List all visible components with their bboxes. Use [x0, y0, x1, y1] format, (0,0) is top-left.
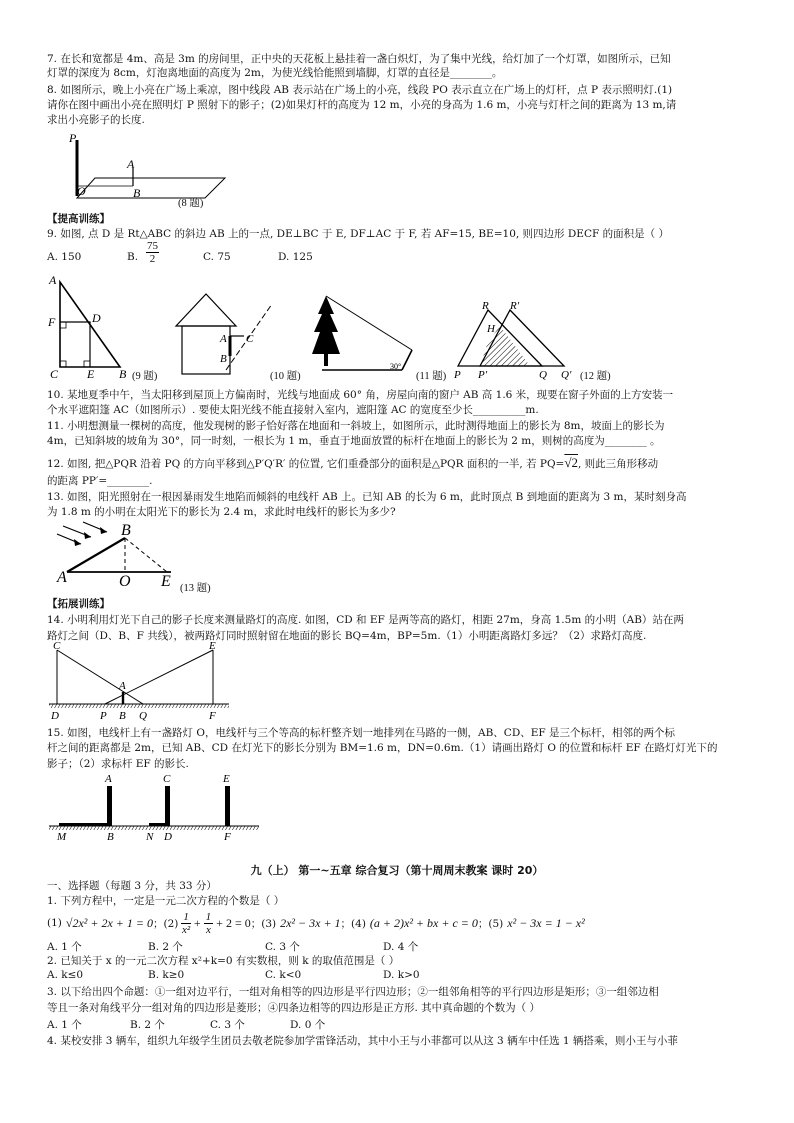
mc3-line2: 等且一条对角线平分一组对角的四边形是菱形；④四条边相等的四边形是正方形. 其中真命题的个数为（ ）	[47, 1002, 541, 1014]
fig12-label-p-prime: P′	[478, 369, 488, 380]
fig8-label-b: B	[133, 186, 141, 200]
fig15-label-f: F	[224, 831, 231, 842]
fig10	[168, 290, 280, 380]
fig14-label-q: Q	[139, 710, 147, 722]
q9-fraction-num: 75	[147, 240, 158, 252]
q12-line1b: , 则此三角形移动	[578, 458, 659, 470]
fig15-label-b: B	[107, 831, 114, 842]
fig11-tree	[312, 296, 340, 354]
q14-line1: 14. 小明利用灯光下自己的影子长度来测量路灯的高度. 如图，CD 和 EF 是两等高的路灯，相距 27m，身高 1.5m 的小明（AB）站在两	[47, 614, 684, 626]
part1-heading: 一、选择题（每题 3 分，共 33 分）	[47, 880, 217, 892]
review-title: 九（上） 第一~五章 综合复习（第十周周末教案 课时 20）	[250, 864, 544, 877]
q15-line3: 影子；（2）求标杆 EF 的影长.	[47, 758, 189, 770]
mc1-e1: √2x² + 2x + 1 = 0	[65, 915, 154, 930]
mc1-equations: (1) √2x² + 2x + 1 = 0 ；(2) 1 x² + $\frac{1}{x}$ + 2 = 0 ；(3) 2x² − 3x + 1 ；(4) (a + 2)x² + bx + c = 0 ；(5) x² − 3x = 1 − x²	[47, 910, 585, 936]
fig8-label-a: A	[127, 157, 135, 171]
fig11-angle-label: 30°	[390, 362, 402, 371]
section-improve: 【提高训练】	[47, 213, 110, 225]
fig9-label-a: A	[49, 273, 57, 287]
fig11-caption: (11 题)	[416, 371, 447, 382]
fig10-label-c: C	[246, 333, 254, 345]
mc1-e3: 2x² − 3x + 1	[280, 915, 341, 930]
mc1-e2-pre: ；(2)	[153, 917, 179, 930]
mc1-option-a[interactable]: A. 1 个	[47, 941, 82, 953]
mc1-option-c[interactable]: C. 3 个	[265, 941, 300, 953]
mc3-option-b[interactable]: B. 2 个	[130, 1019, 165, 1031]
fig13-label-o: O	[119, 573, 131, 586]
mc1-e2-n1: 1	[183, 910, 189, 923]
q9-option-d[interactable]: D. 125	[278, 251, 313, 263]
fig14-label-c: C	[53, 640, 61, 652]
mc2-option-b[interactable]: B. k≥0	[148, 969, 185, 981]
fig14	[45, 640, 235, 722]
q12-line1a: 12. 如图, 把△PQR 沿着 PQ 的方向平移到△P′Q′R′ 的位置, 它们重叠部分的面积是△PQR 面积的一半, 若 PQ=	[47, 458, 565, 470]
mc1-e4: (a + 2)x² + bx + c = 0	[369, 915, 478, 930]
q8-line2: 请你在图中画出小亮在照明灯 P 照射下的影子；(2)如果灯杆的高度为 12 m，小亮的身高为 1.6 m，小亮与灯杆之间的距离为 13 m,请	[47, 99, 677, 111]
fig15-label-e: E	[223, 773, 230, 785]
fig15-label-n: N	[146, 831, 154, 842]
mc1-e2-frac1	[181, 911, 191, 936]
fig8-label-p: P	[69, 131, 77, 145]
fig15-pole-ab	[107, 786, 112, 826]
q11-line1: 11. 小明想测量一棵树的高度，他发现树的影子恰好落在地面和一斜坡上，如图所示，此时测得地面上的影长为 8m，坡面上的影长为	[47, 420, 665, 432]
fig12-label-q: Q	[539, 369, 547, 380]
q13-caption: (13 题)	[180, 583, 211, 594]
q9-stem: 9. 如图, 点 D 是 Rt△ABC 的斜边 AB 上的一点, DE⊥BC 于 E, DF⊥AC 于 F, 若 AF=15, BE=10, 则四边形 DECF 的面积是（ ）	[47, 228, 669, 240]
fig12	[450, 298, 580, 380]
mc3-option-a[interactable]: A. 1 个	[47, 1019, 82, 1031]
fig13-label-b: B	[121, 522, 131, 539]
fig13-label-e: E	[161, 573, 171, 586]
mc2-option-d[interactable]: D. k>0	[383, 969, 420, 981]
mc2-option-c[interactable]: C. k<0	[265, 969, 302, 981]
fig12-label-h: H	[487, 323, 495, 335]
fig14-label-a: A	[119, 680, 126, 692]
fig10-label-b: B	[220, 353, 227, 365]
mc1-e5-pre: ；(5)	[477, 917, 504, 930]
fig9-label-d: D	[92, 311, 101, 325]
q10-line1: 10. 某地夏季中午，当太阳移到屋顶上方偏南时，光线与地面成 60° 角，房屋向南的窗户 AB 高 1.6 米，现要在窗子外面的上方安装一	[47, 389, 674, 401]
mc3-option-d[interactable]: D. 0 个	[290, 1019, 326, 1031]
q15-line2: 杆之间的距离都是 2m，已知 AB、CD 在灯光下的影长分别为 BM=1.6 m，DN=0.6m.（1）请画出路灯 O 的位置和标杆 EF 在路灯灯光下的	[47, 742, 718, 754]
fig13-label-a: A	[57, 569, 67, 586]
fig15	[45, 770, 265, 842]
mc1-e3-pre: ；(3)	[250, 917, 277, 930]
fig15-label-c: C	[163, 773, 171, 785]
q7-line1: 7. 在长和宽都是 4m、高是 3m 的房间里，正中央的天花板上悬挂着一盏白炽灯，为了集中光线，给灯加了一个灯罩，如图所示，已知	[47, 53, 671, 65]
fig9-label-f: F	[48, 315, 56, 329]
mc1-e5: x² − 3x = 1 − x²	[507, 915, 585, 930]
fig8	[55, 128, 230, 210]
q13-line2: 为 1.8 m 的小明在太阳光下的影长为 2.4 m，求此时电线杆的影长为多少?	[47, 506, 396, 518]
fig9-caption: (9 题)	[132, 371, 158, 382]
fig15-pole-cd	[165, 786, 170, 826]
fig9-label-c: C	[50, 367, 59, 380]
fig12-label-p: P	[454, 369, 461, 380]
q15-line1: 15. 如图，电线杆上有一盏路灯 O，电线杆与三个等高的标杆整齐划一地排列在马路的一侧，AB、CD、EF 是三个标杆，相邻的两个标	[47, 727, 676, 739]
mc1-e2-d1: x²	[182, 923, 191, 936]
q9-option-a[interactable]: A. 150	[47, 251, 82, 263]
mc3-line1: 3. 以下给出四个命题：①一组对边平行，一组对角相等的四边形是平行四边形；②一组邻角相等的平行四边形是矩形；③一组邻边相	[47, 986, 659, 998]
mc2-option-a[interactable]: A. k≤0	[47, 969, 84, 981]
fig14-label-f: F	[209, 710, 216, 722]
mc1-stem: 1. 下列方程中，一定是一元二次方程的个数是（ ）	[47, 895, 285, 907]
fig9-label-e: E	[87, 367, 95, 380]
fig9-label-b: B	[119, 367, 127, 380]
mc1-e4-pre: ；(4)	[340, 917, 366, 930]
section-expand: 【拓展训练】	[47, 598, 110, 610]
q9-option-b-fraction	[146, 240, 159, 265]
fig12-label-r: R	[482, 300, 489, 312]
q12-line1	[47, 456, 752, 471]
q8-line1: 8. 如图所示，晚上小亮在广场上乘凉，图中线段 AB 表示站在广场上的小亮，线段 PO 表示直立在广场上的灯杆，点 P 表示照明灯.(1)	[47, 84, 673, 96]
mc1-option-d[interactable]: D. 4 个	[383, 941, 419, 953]
mc1-option-b[interactable]: B. 2 个	[148, 941, 183, 953]
mc1-e2-tail: + 2 = 0	[216, 915, 251, 930]
fig15-pole-ef	[225, 786, 230, 826]
fig11	[312, 292, 420, 380]
q7-line2: 灯罩的深度为 8cm，灯泡离地面的高度为 2m，为使光线恰能照到墙脚，灯罩的直径是________。	[47, 67, 503, 79]
q8-caption: (8 题)	[178, 198, 204, 209]
mc4-line1: 4. 某校安排 3 辆车，组织九年级学生团员去敬老院参加学雷锋活动，其中小王与小菲都可以从这 3 辆车中任选 1 辆搭乘，则小王与小菲	[47, 1035, 678, 1047]
fig9	[45, 272, 140, 380]
fig12-label-q-prime: Q′	[561, 369, 572, 380]
q10-line2: 个水平遮阳篷 AC（如图所示）. 要使太阳光线不能直接射入室内，遮阳篷 AC 的宽度至少长__________m.	[47, 404, 539, 416]
fig15-label-d: D	[164, 831, 172, 842]
fig8-label-o: O	[77, 184, 86, 198]
mc1-e2-d2: x	[205, 923, 211, 936]
q9-option-b[interactable]: B.	[127, 251, 139, 263]
q8-line3: 求出小亮影子的长度.	[47, 114, 145, 126]
q12-line2: 的距离 PP′=________.	[47, 475, 153, 487]
fig15-label-m: M	[57, 831, 67, 842]
fig14-label-d: D	[51, 710, 59, 722]
fig14-label-b: B	[119, 710, 126, 722]
mc2-stem: 2. 已知关于 x 的一元二次方程 x²+k=0 有实数根，则 k 的取值范围是（ ）	[47, 955, 400, 967]
fig14-label-p: P	[100, 710, 107, 722]
q9-option-c[interactable]: C. 75	[203, 251, 231, 263]
fig10-label-a: A	[220, 333, 227, 345]
fig13	[55, 520, 215, 586]
mc1-e1-pre: (1)	[47, 917, 62, 929]
mc1-e2-n2: 1	[205, 910, 212, 923]
q12-sqrt: √2	[564, 455, 578, 470]
fig12-caption: (12 题)	[580, 371, 611, 382]
mc3-option-c[interactable]: C. 3 个	[210, 1019, 245, 1031]
fig12-label-r-prime: R′	[510, 300, 520, 312]
q9-fraction-den: 2	[149, 253, 156, 265]
mc1-e2-frac2	[204, 911, 214, 936]
fig15-label-a: A	[105, 773, 112, 785]
q14-line2: 路灯之间（D、B、F 共线），被两路灯同时照射留在地面的影长 BQ=4m，BP=5m.（1）小明距离路灯多远？（2）求路灯高度.	[47, 630, 647, 642]
q13-line1: 13. 如图，阳光照射在一根因暴雨发生地陷而倾斜的电线杆 AB 上。已知 AB 的长为 6 m，此时顶点 B 到地面的距离为 3 m，某时刻身高	[47, 491, 687, 503]
fig14-label-e: E	[209, 640, 216, 652]
q11-line2: 4m，已知斜坡的坡角为 30°，同一时刻，一根长为 1 m，垂直于地面放置的标杆在地面上的影长为 2 m，则树的高度为________ 。	[47, 435, 661, 447]
fig10-caption: (10 题)	[270, 371, 301, 382]
